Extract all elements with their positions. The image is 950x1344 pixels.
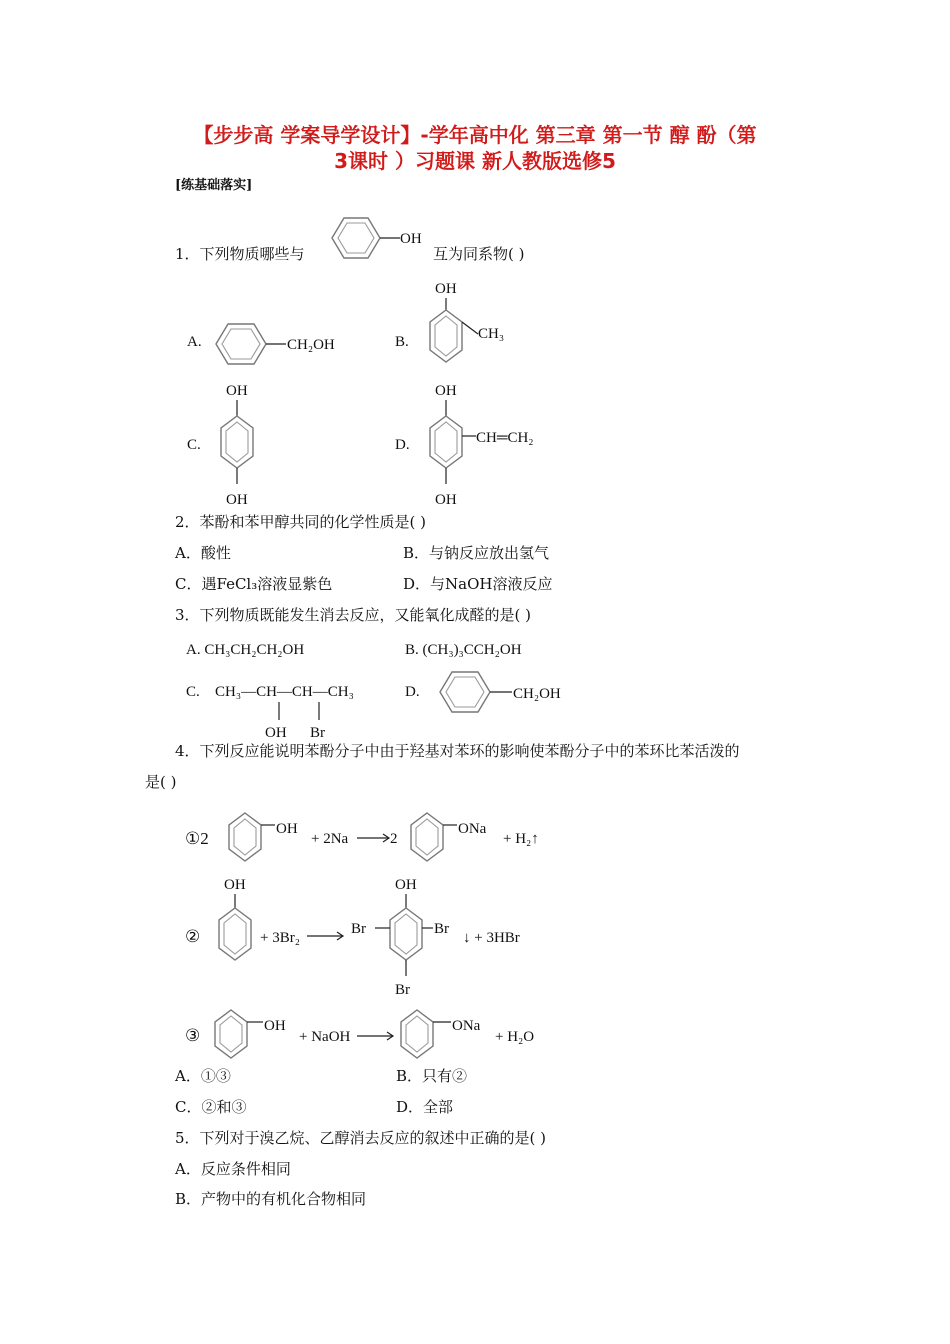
doc-title-line1: 【步步高 学案导学设计】-学年高中化 第三章 第一节 醇 酚（第 [193, 123, 757, 147]
q4-stem-line2: 是( ) [145, 773, 177, 791]
section-heading: [练基础落实] [175, 178, 253, 193]
q1-stem-suffix: 互为同系物( ) [433, 245, 525, 263]
q2-option-c: C．遇FeCl₃溶液显紫色 [175, 575, 333, 593]
q4-r3-product: + H₂O [495, 1029, 535, 1045]
q1-stem-prefix: 1．下列物质哪些与 [175, 245, 305, 263]
q1-c-top: OH [226, 383, 248, 399]
q4-r3-reagent: + NaOH [299, 1029, 351, 1045]
q4-r2-product: ↓ + 3HBr [463, 930, 520, 946]
q5-stem: 5．下列对于溴乙烷、乙醇消去反应的叙述中正确的是( ) [175, 1129, 547, 1147]
q1-a-group: CH₂OH [287, 337, 335, 353]
q3-option-a: A. CH₃CH₂CH₂OH [186, 642, 305, 658]
q1-option-b-structure [410, 278, 530, 378]
q4-r1-ona: ONa [458, 821, 487, 837]
q1-d-side: CH═CH₂ [476, 430, 534, 446]
q2-stem: 2．苯酚和苯甲醇共同的化学性质是( ) [175, 513, 427, 531]
q3-option-c-label: C. [186, 684, 200, 700]
q1-reference-phenol-structure [322, 214, 432, 264]
q4-option-c: C．②和③ [175, 1098, 247, 1116]
q1-d-bottom: OH [435, 492, 457, 508]
q1-option-b-label: B. [395, 334, 409, 350]
q4-r2-br-right: Br [434, 921, 449, 937]
q1-option-d-label: D. [395, 437, 410, 453]
q4-stem-line1: 4．下列反应能说明苯酚分子中由于羟基对苯环的影响使苯酚分子中的苯环比苯活泼的 [175, 742, 740, 760]
q4-r2-top: OH [395, 877, 417, 893]
q4-r3-oh: OH [264, 1018, 286, 1034]
q3-c-br: Br [310, 725, 325, 741]
q2-option-b: B．与钠反应放出氢气 [403, 544, 550, 562]
q4-reaction-3 [185, 1002, 565, 1072]
q1-option-d-structure [410, 380, 570, 510]
q4-r2-br-left: Br [351, 921, 366, 937]
q3-option-d-label: D. [405, 684, 420, 700]
q3-option-d-structure [432, 668, 582, 718]
q4-r1-num: ①2 [185, 829, 209, 848]
q1-option-a-label: A. [187, 334, 202, 350]
q3-c-substituent-bonds [260, 700, 340, 745]
q3-c-chain: CH₃—CH—CH—CH₃ [215, 684, 354, 700]
q4-r1-product: + H₂↑ [503, 831, 539, 847]
q5-option-a: A．反应条件相同 [175, 1160, 291, 1178]
doc-title-line2: 3课时 ）习题课 新人教版选修5 [334, 149, 616, 173]
q4-r2-br-bottom: Br [395, 982, 410, 998]
q1-d-top: OH [435, 383, 457, 399]
q3-d-group: CH₂OH [513, 686, 561, 702]
q1-ref-group: OH [400, 231, 422, 247]
q1-option-c-structure [200, 380, 280, 510]
q1-option-a-structure [208, 320, 358, 370]
q1-c-bottom: OH [226, 492, 248, 508]
q4-r1-oh: OH [276, 821, 298, 837]
q4-r2-reagent: + 3Br₂ [260, 930, 300, 946]
q5-option-b: B．产物中的有机化合物相同 [175, 1190, 367, 1208]
q3-option-b: B. (CH₃)₃CCH₂OH [405, 642, 522, 658]
q4-option-d: D．全部 [396, 1098, 454, 1116]
q4-r3-num: ③ [185, 1026, 201, 1045]
q1-option-c-label: C. [187, 437, 201, 453]
q3-c-oh: OH [265, 725, 287, 741]
q4-r2-oh: OH [224, 877, 246, 893]
q1-b-side: CH₃ [478, 326, 505, 342]
q3-stem: 3．下列物质既能发生消去反应，又能氧化成醛的是( ) [175, 606, 532, 624]
q4-reaction-2 [185, 870, 565, 1000]
q1-b-top: OH [435, 281, 457, 297]
q4-reaction-1 [185, 805, 565, 875]
q4-r3-ona: ONa [452, 1018, 481, 1034]
q4-option-b: B．只有② [396, 1067, 468, 1085]
q4-r1-coef: 2 [390, 831, 398, 847]
q4-r2-num: ② [185, 927, 201, 946]
q4-r1-reagent: + 2Na [311, 831, 349, 847]
q2-option-d: D．与NaOH溶液反应 [403, 575, 553, 593]
q4-option-a: A．①③ [175, 1067, 231, 1085]
q2-option-a: A．酸性 [175, 544, 231, 562]
